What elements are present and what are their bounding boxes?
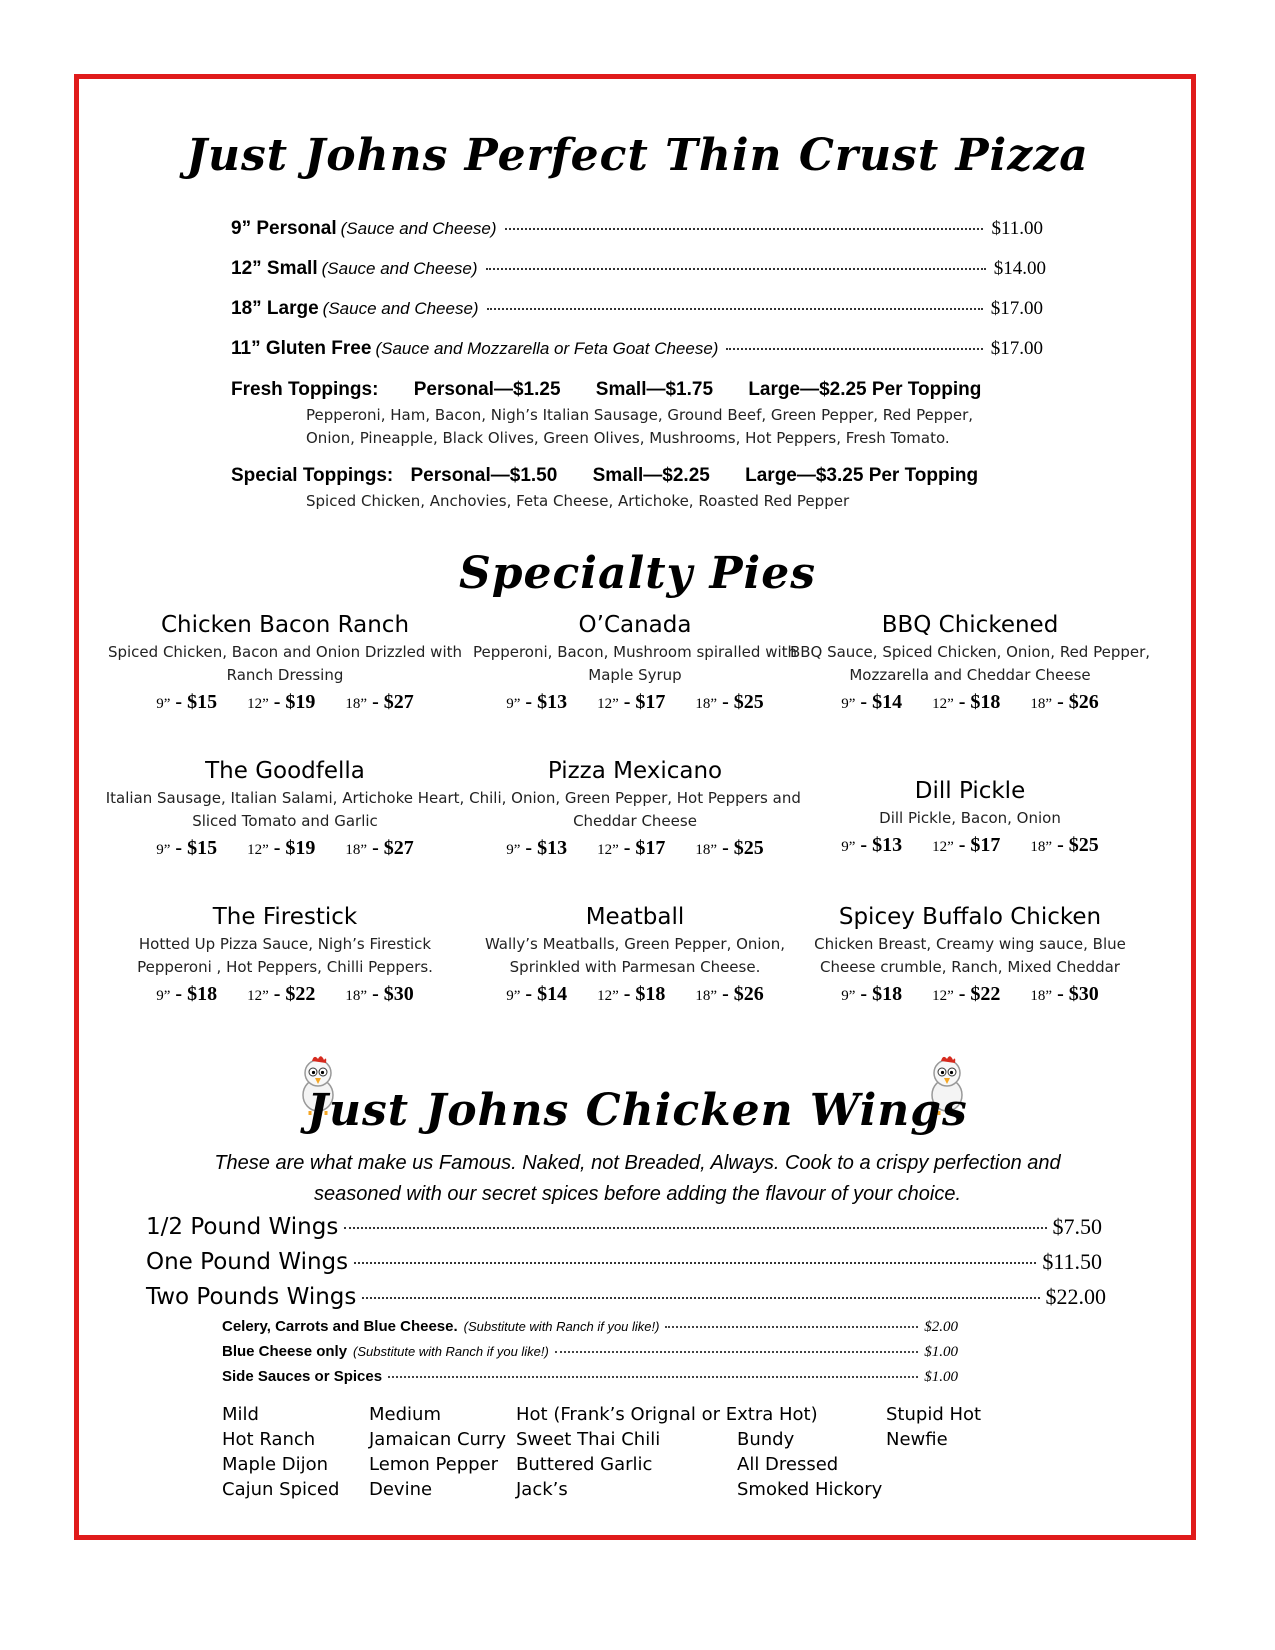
specialty-title: Specialty Pies (458, 548, 817, 599)
pie-description: BBQ Sauce, Spiced Chicken, Onion, Red Pepper, Mozzarella and Cheddar Cheese (789, 643, 1151, 684)
wing-item-two-pounds (146, 1284, 1106, 1310)
price-12in: 12” - $18 (932, 691, 1001, 713)
flavor-item: Sweet Thai Chili (516, 1429, 661, 1450)
flavor-item: Buttered Garlic (516, 1454, 653, 1475)
price-12in: 12” - $19 (247, 837, 316, 859)
size-price: $17.00 (990, 338, 1043, 359)
pie-name: Dill Pickle (914, 778, 1026, 804)
pie-card (450, 612, 820, 714)
price-18in: 18” - $30 (345, 983, 414, 1005)
leader-dots (555, 1351, 918, 1353)
price-12in: 12” - $17 (597, 837, 666, 859)
price-12in: 12” - $17 (597, 691, 666, 713)
pie-description: Dill Pickle, Bacon, Onion (879, 809, 1061, 827)
size-name: 18” Large (231, 298, 319, 319)
pie-description: Spiced Chicken, Bacon and Onion Drizzled with Ranch Dressing (107, 643, 463, 684)
fresh-small-price: Small—$1.75 (595, 379, 714, 400)
pie-prices (785, 983, 1155, 1006)
wings-description-line-2: seasoned with our secret spices before adding the flavour of your choice. (313, 1183, 962, 1205)
leader-dots (726, 348, 982, 350)
leader-dots (487, 308, 983, 310)
pie-prices (785, 834, 1155, 857)
pie-description: Hotted Up Pizza Sauce, Nigh’s Firestick Pepperoni , Hot Peppers, Chilli Peppers. (137, 935, 433, 976)
pie-card (100, 612, 470, 714)
price-18in: 18” - $25 (695, 691, 764, 713)
pie-card (100, 904, 470, 1006)
price-18in: 18” - $30 (1030, 983, 1099, 1005)
pie-card (785, 904, 1155, 1006)
flavor-item: Jamaican Curry (369, 1429, 507, 1450)
pie-name: The Firestick (212, 904, 358, 930)
flavor-item: Devine (369, 1479, 433, 1500)
pie-card (785, 612, 1155, 714)
size-desc: (Sauce and Cheese) (321, 259, 478, 278)
pizza-size-small (231, 258, 1046, 280)
side-desc: (Substitute with Ranch if you like!) (353, 1344, 549, 1359)
fresh-personal-price: Personal—$1.25 (413, 379, 561, 400)
wing-price: $11.50 (1042, 1249, 1102, 1274)
wing-item-one-pound (146, 1249, 1102, 1275)
special-toppings-prices (231, 465, 1008, 487)
price-18in: 18” - $26 (695, 983, 764, 1005)
size-desc: (Sauce and Cheese) (322, 299, 479, 318)
pie-name: BBQ Chickened (881, 612, 1059, 638)
side-price: $2.00 (924, 1319, 958, 1335)
price-9in: 9” - $15 (156, 691, 218, 713)
leader-dots (486, 268, 986, 270)
pie-prices (450, 983, 820, 1006)
flavor-item: Cajun Spiced (222, 1479, 340, 1500)
pizza-size-large (231, 298, 1043, 320)
leader-dots (505, 228, 984, 230)
price-9in: 9” - $15 (156, 837, 218, 859)
size-desc: (Sauce and Cheese) (340, 219, 497, 238)
wing-name: Two Pounds Wings (146, 1284, 357, 1310)
leader-dots (665, 1326, 918, 1328)
size-name: 11” Gluten Free (231, 338, 372, 359)
wing-name: 1/2 Pound Wings (146, 1214, 339, 1240)
special-toppings-list: Spiced Chicken, Anchovies, Feta Cheese, Artichoke, Roasted Red Pepper (306, 492, 850, 510)
price-9in: 9” - $13 (841, 834, 903, 856)
pie-description: Pepperoni, Bacon, Mushroom spiralled with Maple Syrup (472, 643, 798, 684)
price-18in: 18” - $27 (345, 837, 414, 859)
fresh-toppings-prices (231, 379, 1011, 401)
wings-description-line-1: These are what make us Famous. Naked, not Breaded, Always. Cook to a crispy perfection and (214, 1152, 1061, 1174)
flavor-item: Medium (369, 1404, 441, 1425)
wing-price: $7.50 (1052, 1214, 1102, 1239)
wing-name: One Pound Wings (146, 1249, 349, 1275)
price-18in: 18” - $25 (1030, 834, 1099, 856)
size-desc: (Sauce and Mozzarella or Feta Goat Cheese) (375, 339, 719, 358)
flavor-item: Maple Dijon (222, 1454, 329, 1475)
pie-prices (450, 691, 820, 714)
pie-prices (100, 691, 470, 714)
pie-prices (100, 983, 470, 1006)
pie-card (450, 758, 820, 860)
pie-description: Chicken Breast, Creamy wing sauce, Blue Cheese crumble, Ranch, Mixed Cheddar (814, 935, 1126, 976)
flavor-item: All Dressed (737, 1454, 839, 1475)
flavor-item: Newfie (886, 1429, 948, 1450)
price-18in: 18” - $25 (695, 837, 764, 859)
side-sauces (222, 1368, 958, 1386)
side-celery-carrots (222, 1318, 958, 1336)
side-price: $1.00 (924, 1369, 958, 1385)
price-18in: 18” - $26 (1030, 691, 1099, 713)
pie-card (100, 758, 470, 860)
side-price: $1.00 (924, 1344, 958, 1360)
leader-dots (362, 1297, 1039, 1299)
pie-prices (100, 837, 470, 860)
flavor-item: Jack’s (516, 1479, 568, 1500)
leader-dots (354, 1262, 1036, 1264)
special-personal-price: Personal—$1.50 (410, 465, 558, 486)
side-blue-cheese (222, 1343, 958, 1361)
price-12in: 12” - $19 (247, 691, 316, 713)
side-name: Celery, Carrots and Blue Cheese. (222, 1318, 458, 1335)
pie-prices (450, 837, 820, 860)
size-name: 12” Small (231, 258, 318, 279)
leader-dots (344, 1227, 1046, 1229)
flavor-item: Smoked Hickory (737, 1479, 883, 1500)
wing-price: $22.00 (1045, 1284, 1106, 1309)
size-price: $11.00 (991, 218, 1043, 239)
flavor-item: Mild (222, 1404, 259, 1425)
price-9in: 9” - $13 (506, 691, 568, 713)
price-9in: 9” - $14 (841, 691, 903, 713)
fresh-toppings-label: Fresh Toppings: (231, 379, 379, 400)
fresh-toppings-list: Pepperoni, Ham, Bacon, Nigh’s Italian Sausage, Ground Beef, Green Pepper, Red Pepper, Onion, Pineapple, Black Olives, Green Olives, Mushrooms, Hot Peppers, Fresh Tomato. (306, 406, 974, 447)
fresh-large-price: Large—$2.25 Per Topping (748, 379, 982, 400)
pie-description: Chili, Onion, Green Pepper, Hot Peppers and Cheddar Cheese (469, 789, 801, 830)
pizza-title: Just Johns Perfect Thin Crust Pizza (186, 130, 1089, 181)
side-name: Side Sauces or Spices (222, 1368, 383, 1385)
price-12in: 12” - $17 (932, 834, 1001, 856)
pie-card (450, 904, 820, 1006)
size-price: $14.00 (993, 258, 1046, 279)
flavor-item: Bundy (737, 1429, 795, 1450)
pizza-size-gluten-free (231, 338, 1043, 360)
price-12in: 12” - $18 (597, 983, 666, 1005)
wings-title: Just Johns Chicken Wings (307, 1085, 968, 1136)
flavor-item: Hot Ranch (222, 1429, 316, 1450)
side-name: Blue Cheese only (222, 1343, 348, 1360)
price-12in: 12” - $22 (247, 983, 316, 1005)
pizza-size-personal (231, 218, 1043, 240)
leader-dots (388, 1376, 918, 1378)
price-9in: 9” - $13 (506, 837, 568, 859)
price-9in: 9” - $18 (841, 983, 903, 1005)
pie-name: Meatball (585, 904, 685, 930)
side-desc: (Substitute with Ranch if you like!) (463, 1319, 660, 1334)
pie-card (785, 778, 1155, 857)
special-large-price: Large—$3.25 Per Topping (745, 465, 979, 486)
price-9in: 9” - $18 (156, 983, 218, 1005)
flavor-item: Lemon Pepper (369, 1454, 499, 1475)
pie-name: O’Canada (578, 612, 692, 638)
pie-description: Italian Sausage, Italian Salami, Artichoke Heart, Sliced Tomato and Garlic (105, 789, 465, 830)
flavor-item: Hot (Frank’s Orignal or Extra Hot) (516, 1404, 818, 1425)
price-18in: 18” - $27 (345, 691, 414, 713)
pie-name: Spicey Buffalo Chicken (838, 904, 1102, 930)
pie-description: Wally’s Meatballs, Green Pepper, Onion, Sprinkled with Parmesan Cheese. (484, 935, 786, 976)
size-price: $17.00 (990, 298, 1043, 319)
pie-prices (785, 691, 1155, 714)
special-toppings-label: Special Toppings: (231, 465, 394, 486)
pie-name: Pizza Mexicano (547, 758, 723, 784)
special-small-price: Small—$2.25 (592, 465, 710, 486)
price-12in: 12” - $22 (932, 983, 1001, 1005)
wing-item-half-pound (146, 1214, 1102, 1240)
flavor-item: Stupid Hot (886, 1404, 982, 1425)
pie-name: The Goodfella (205, 758, 365, 784)
size-name: 9” Personal (231, 218, 337, 239)
price-9in: 9” - $14 (506, 983, 568, 1005)
pie-name: Chicken Bacon Ranch (160, 612, 410, 638)
